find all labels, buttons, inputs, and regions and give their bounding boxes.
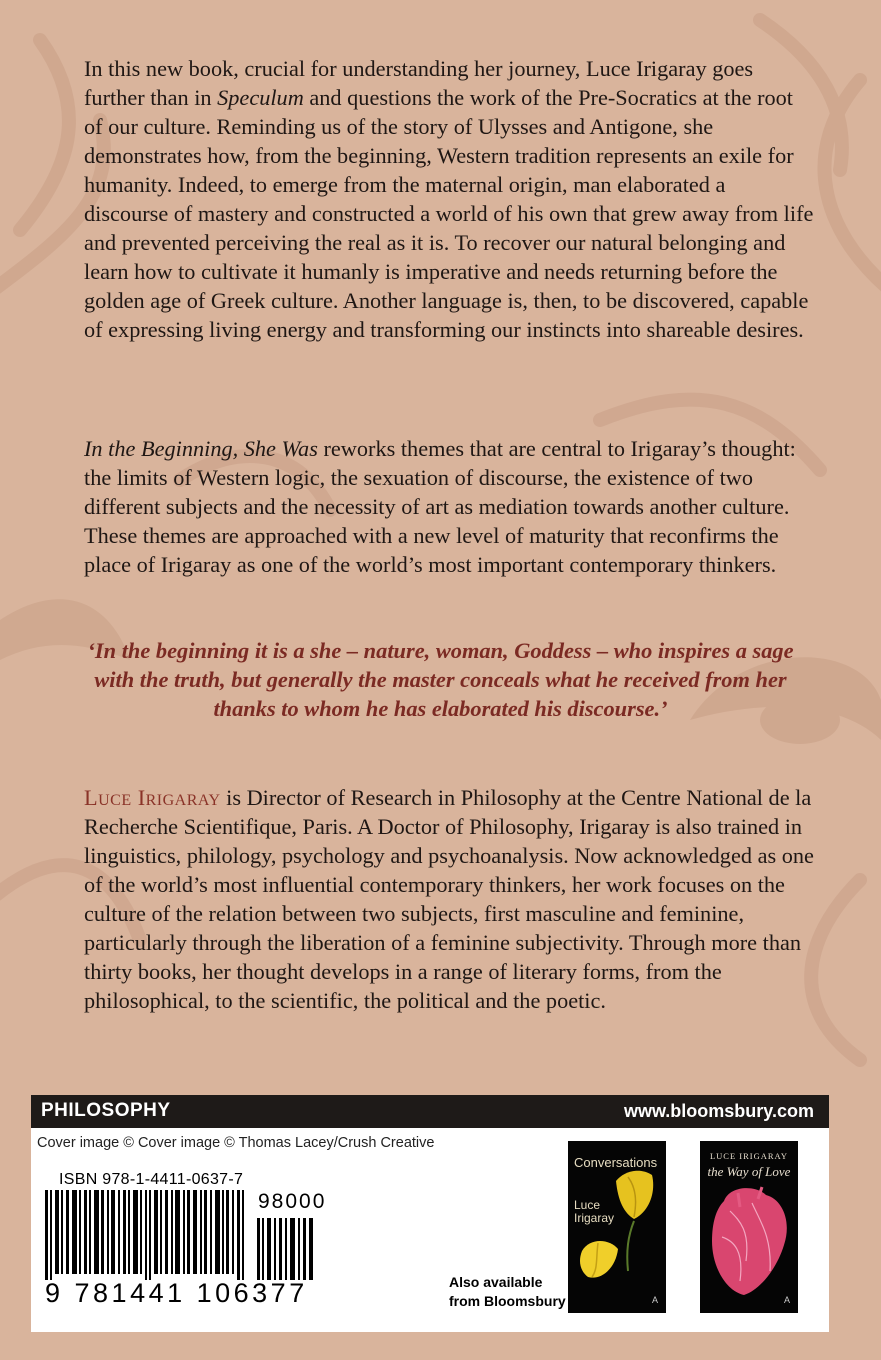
blurb-paragraph-1 [84, 54, 814, 344]
book-title-speculum: Speculum [217, 85, 304, 110]
pull-quote: ‘In the beginning it is a she – nature, woman, Goddess – who inspires a sage with the truth, but generally the master conceals what he received from her thanks to whom he has elaborated his discourse.’ [87, 638, 794, 721]
book-cover-conversations[interactable] [568, 1141, 666, 1313]
category-label: PHILOSOPHY [41, 1100, 171, 1121]
blurb-text: and questions the work of the Pre-Socratics at the root of our culture. Reminding us of the story of Ulysses and Antigone, she demonstrates how, from the beginning, Western tradition represents an exile for humanity. Indeed, to emerge from the maternal origin, man elaborated a discourse of mastery and constructed a world of his own that grew away from life and prevented perceiving the real as it is. To recover our natural belonging and learn how to cultivate it humanly is imperative and needs returning before the golden age of Greek culture. Another language is, then, to be discovered, capable of expressing living energy and transforming our instincts into shareable desires. [84, 85, 814, 342]
blurb-text: In this new book, crucial for understanding her journey, Luce Irigaray goes further than in [84, 56, 754, 110]
book-cover-way-of-love[interactable] [700, 1141, 798, 1313]
book-author-line: Irigaray [574, 1211, 615, 1225]
author-bio-text: is Director of Research in Philosophy at the Centre National de la Recherche Scientifique, Paris. A Doctor of Philosophy, Irigaray is also trained in linguistics, philology, psychology and psychoanalysis. Now acknowledged as one of the world’s most influential contemporary thinkers, her work focuses on the culture of the relation between two subjects, first masculine and feminine, particularly through the liberation of a feminine subjectivity. Through more than thirty books, her thought develops in a range of literary forms, from the philosophical, to the scientific, the political and the poetic. [84, 785, 814, 1013]
barcode-addon-digits: 98000 [258, 1190, 327, 1213]
publisher-website[interactable]: www.bloomsbury.com [623, 1101, 814, 1121]
blurb-paragraph-2 [84, 434, 814, 579]
barcode-digits: 9 781441 106377 [45, 1278, 308, 1308]
category-bar [31, 1095, 829, 1128]
isbn-label: ISBN 978-1-4411-0637-7 [59, 1171, 244, 1188]
book-title: the Way of Love [707, 1164, 791, 1179]
book-author-line: Luce [574, 1198, 601, 1212]
book-title: Conversations [574, 1155, 658, 1170]
also-available-line: from Bloomsbury [449, 1293, 566, 1309]
publisher-mark: A [651, 1295, 658, 1305]
publisher-mark: A [783, 1295, 790, 1305]
book-title: In the Beginning, She Was [84, 436, 318, 461]
author-name: Luce Irigaray [84, 785, 221, 810]
cover-credit: Cover image © Cover image © Thomas Lacey/Crush Creative [37, 1135, 435, 1151]
also-available-line: Also available [449, 1274, 543, 1290]
book-author: LUCE IRIGARAY [709, 1151, 789, 1161]
blurb-text: reworks themes that are central to Irigaray’s thought: the limits of Western logic, the sexuation of discourse, the existence of two different subjects and the necessity of art as mediation towards another culture. These themes are approached with a new level of maturity that reconfirms the place of Irigaray as one of the world’s most important contemporary thinkers. [84, 436, 796, 577]
also-available-label [449, 1273, 566, 1311]
author-bio [84, 783, 814, 1015]
book-author [574, 1199, 614, 1225]
barcode-panel [31, 1128, 829, 1332]
